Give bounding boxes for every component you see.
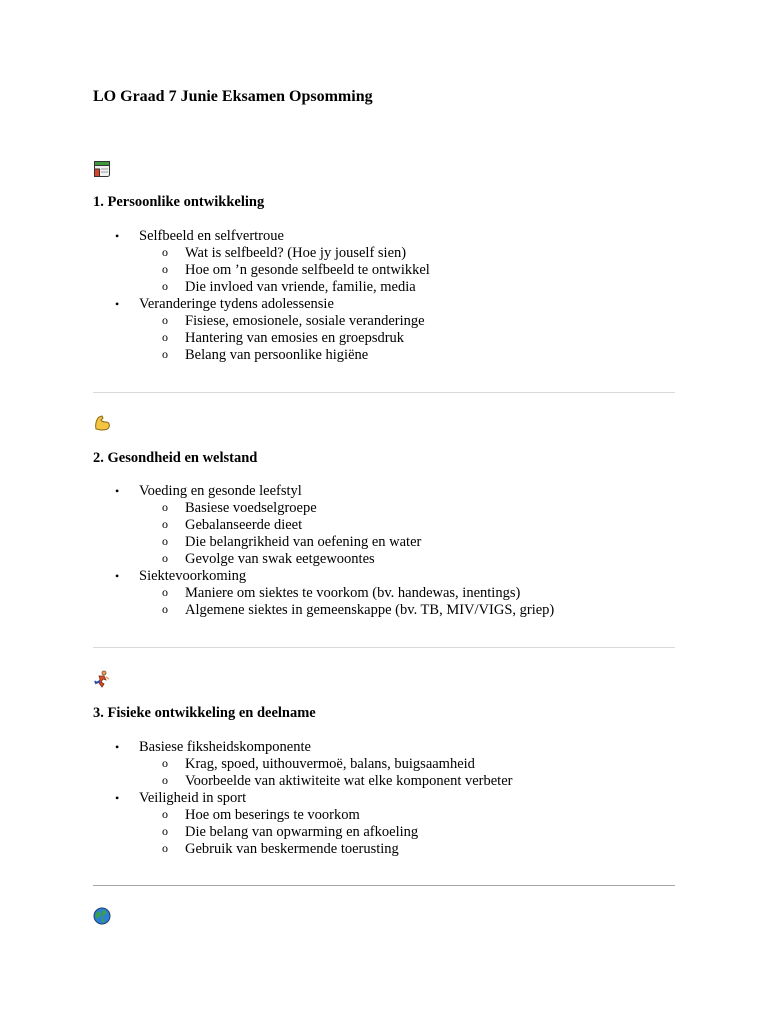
- section-heading: 1. Persoonlike ontwikkeling: [93, 194, 265, 210]
- document-title: LO Graad 7 Junie Eksamen Opsomming: [93, 88, 373, 105]
- globe-icon: [93, 907, 111, 925]
- section-heading: 2. Gesondheid en welstand: [93, 450, 258, 466]
- running-person-icon: [93, 670, 111, 688]
- section-divider: [93, 885, 675, 886]
- section-divider: [93, 647, 675, 648]
- flexed-biceps-icon: [93, 414, 111, 432]
- section-heading: 3. Fisieke ontwikkeling en deelname: [93, 705, 316, 721]
- section-divider: [93, 392, 675, 393]
- notebook-icon: [93, 160, 111, 178]
